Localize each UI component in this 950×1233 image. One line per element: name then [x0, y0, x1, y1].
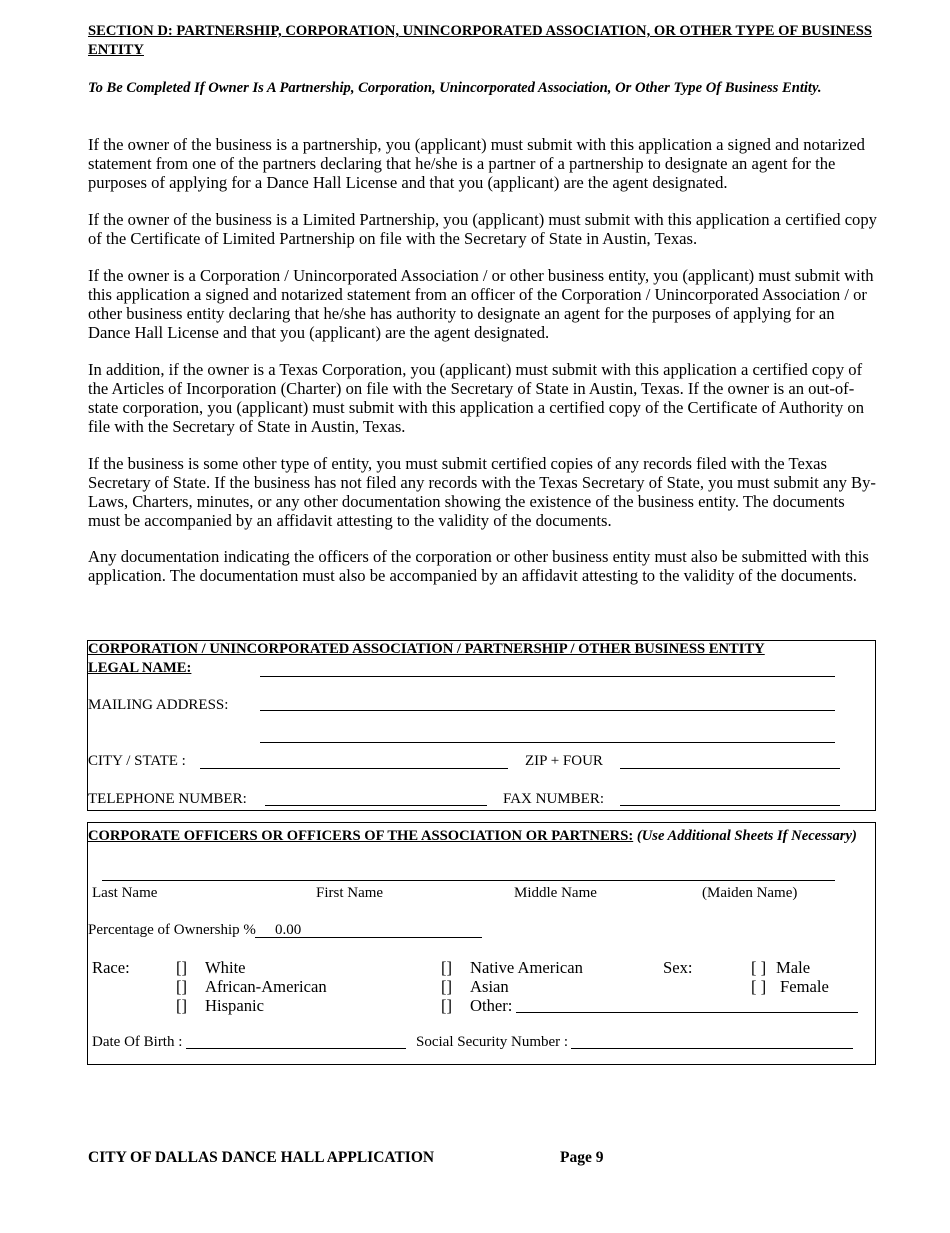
entity-box-title: CORPORATION / UNINCORPORATED ASSOCIATION / PARTNERSHIP / OTHER BUSINESS ENTITY [88, 641, 765, 657]
checkbox-asian[interactable]: [] [441, 977, 453, 996]
checkbox-african-american[interactable]: [] [176, 977, 188, 996]
legal-name-field[interactable] [260, 676, 835, 677]
sex-label: Sex: [663, 958, 693, 977]
telephone-label: TELEPHONE NUMBER: [88, 791, 247, 807]
mailing-address-field[interactable] [260, 710, 835, 711]
checkbox-female[interactable]: [ ] [751, 977, 767, 996]
paragraph-corporation: If the owner is a Corporation / Unincorporated Association / or other business entity, you (applicant) must submit with this application a signed and notarized statement from an officer of the Corporation / Unincorporated Association / or other business entity declaring that he/she has authority to designate an agent for the purposes of applying for an Dance Hall License and that you (applicant) are the agent designated. [88, 266, 874, 342]
zip-field[interactable] [620, 768, 840, 769]
section-subheading: To Be Completed If Owner Is A Partnership, Corporation, Unincorporated Association, Or Other Type Of Business Entity. [88, 80, 822, 96]
section-heading: SECTION D: PARTNERSHIP, CORPORATION, UNINCORPORATED ASSOCIATION, OR OTHER TYPE OF BUSINESS ENTITY [88, 23, 873, 58]
dob-label: Date Of Birth : [92, 1034, 183, 1050]
city-state-field[interactable] [200, 768, 508, 769]
paragraph-texas-corporation: In addition, if the owner is a Texas Corporation, you (applicant) must submit with this application a certified copy of the Articles of Incorporation (Charter) on file with the Secretary of State in Austin, Texas. If the owner is an out-of-state corporation, you (applicant) must submit with this application a certified copy of the Certificate of Authority on file with the Secretary of State in Austin, Texas. [88, 360, 865, 436]
column-middle-name: Middle Name [514, 885, 597, 901]
officers-box-title: CORPORATE OFFICERS OR OFFICERS OF THE ASSOCIATION OR PARTNERS: [88, 828, 634, 844]
mailing-address-field-line-2[interactable] [260, 742, 835, 743]
checkbox-other[interactable]: [] [441, 996, 453, 1015]
option-male-label: Male [776, 958, 811, 977]
option-asian-label: Asian [470, 977, 509, 996]
option-female-label: Female [780, 977, 829, 996]
officer-name-field[interactable] [102, 880, 835, 881]
checkbox-white[interactable]: [] [176, 958, 188, 977]
footer-title: CITY OF DALLAS DANCE HALL APPLICATION [88, 1149, 435, 1166]
option-other-label: Other: [470, 996, 513, 1015]
checkbox-male[interactable]: [ ] [751, 958, 767, 977]
officers-box [87, 822, 876, 1065]
paragraph-other-entity: If the business is some other type of entity, you must submit certified copies of any records filed with the Texas Secretary of State. If the business has not filed any records with the Texas Secretary of State, you must submit any By-Laws, Charters, minutes, or any other documentation showing the existence of the business entity. The documents must be accompanied by an affidavit attesting to the validity of the documents. [88, 454, 876, 530]
race-label: Race: [92, 958, 130, 977]
paragraph-officer-documentation: Any documentation indicating the officers of the corporation or other business entity must also be submitted with this application. The documentation must also be accompanied by an affidavit attesting to the validity of the documents. [88, 547, 869, 585]
paragraph-partnership: If the owner of the business is a partnership, you (applicant) must submit with this application a signed and notarized statement from one of the partners declaring that he/she is a partner of a partnership to designate an agent for the purposes of applying for a Dance Hall License and that you (applicant) are the agent designated. [88, 135, 865, 192]
column-last-name: Last Name [92, 885, 158, 901]
telephone-field[interactable] [265, 805, 487, 806]
officers-box-heading [88, 827, 868, 846]
option-hispanic-label: Hispanic [205, 996, 264, 1015]
mailing-address-label: MAILING ADDRESS: [88, 697, 229, 713]
city-state-label: CITY / STATE : [88, 753, 186, 769]
option-native-american-label: Native American [470, 958, 583, 977]
checkbox-hispanic[interactable]: [] [176, 996, 188, 1015]
fax-label: FAX NUMBER: [503, 791, 604, 807]
ownership-label: Percentage of Ownership % [88, 922, 256, 938]
dob-field[interactable] [186, 1048, 406, 1049]
officers-box-note: (Use Additional Sheets If Necessary) [636, 828, 857, 844]
legal-name-label: LEGAL NAME: [88, 660, 192, 676]
fax-field[interactable] [620, 805, 840, 806]
footer-page-number: Page 9 [560, 1149, 604, 1166]
option-african-american-label: African-American [205, 977, 327, 996]
column-first-name: First Name [316, 885, 384, 901]
paragraph-limited-partnership: If the owner of the business is a Limited Partnership, you (applicant) must submit with this application a certified copy of the Certificate of Limited Partnership on file with the Secretary of State in Austin, Texas. [88, 210, 877, 248]
other-race-field[interactable] [516, 1012, 858, 1013]
entity-info-box [87, 640, 876, 811]
ssn-label: Social Security Number : [416, 1034, 569, 1050]
checkbox-native-american[interactable]: [] [441, 958, 453, 977]
zip-label: ZIP + FOUR [525, 753, 603, 769]
ssn-field[interactable] [571, 1048, 853, 1049]
ownership-value[interactable]: 0.00 [275, 922, 302, 938]
option-white-label: White [205, 958, 246, 977]
column-maiden-name: (Maiden Name) [702, 885, 798, 901]
